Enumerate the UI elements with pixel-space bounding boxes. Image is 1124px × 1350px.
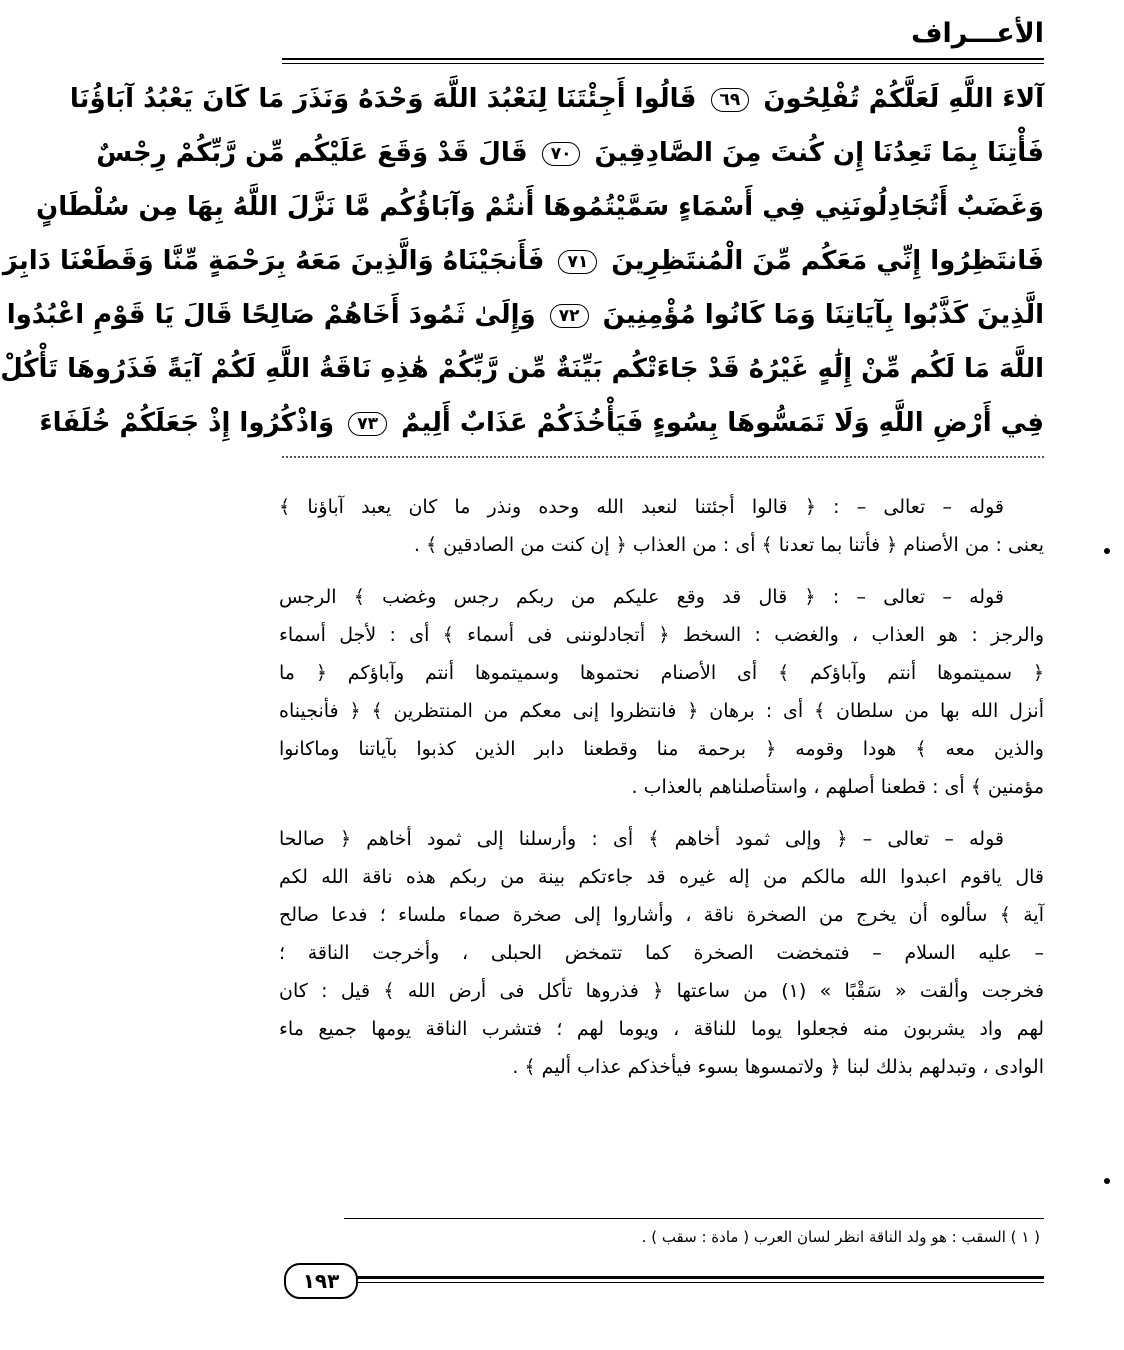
- ayah-number-marker: ٧٢: [550, 304, 589, 328]
- quran-segment: آلاءَ اللَّهِ لَعَلَّكُمْ تُفْلِحُونَ: [763, 84, 1044, 114]
- commentary-line: الوادى ، وتبدلهم بذلك لبنا ﴿ ولاتمسوها بسوء فيأخذكم عذاب أليم ﴾ .: [512, 1056, 1044, 1078]
- footnote-rule: [344, 1218, 1044, 1219]
- commentary-line: آية ﴾ سألوه أن يخرج من الصخرة ناقة ، وأشاروا إلى صخرة صماء ملساء ؛ فدعا صالح: [279, 904, 1044, 926]
- quran-segment: الَّذِينَ كَذَّبُوا بِآيَاتِنَا وَمَا كَانُوا مُؤْمِنِينَ: [602, 300, 1044, 330]
- commentary-line: يعنى : من الأصنام ﴿ فأتنا بما تعدنا ﴾ أى : من العذاب ﴿ إن كنت من الصادقين ﴾ .: [413, 534, 1044, 556]
- quran-segment: وَغَضَبٌ أَتُجَادِلُونَنِي فِي أَسْمَاءٍ سَمَّيْتُمُوهَا أَنتُمْ وَآبَاؤُكُم مَّا نَزَّلَ اللَّهُ بِهَا مِن سُلْطَانٍ: [36, 192, 1044, 222]
- commentary-line: والرجز : هو العذاب ، والغضب : السخط ﴿ أتجادلوننى فى أسماء ﴾ أى : لأجل أسماء: [279, 624, 1044, 646]
- commentary-line: – عليه السلام – فتمخضت الصخرة كما تتمخض الحبلى ، وأخرجت الناقة ؛: [279, 942, 1044, 964]
- quran-line: [2, 234, 1044, 288]
- quran-line: [36, 180, 1044, 234]
- quran-segment: اللَّهَ مَا لَكُم مِّنْ إِلَٰهٍ غَيْرُهُ قَدْ جَاءَتْكُم بَيِّنَةٌ مِّن رَّبِّكُمْ هَٰذِهِ نَاقَةُ اللَّهِ لَكُمْ آيَةً فَذَرُوهَا تَأْكُلْ: [0, 354, 1044, 384]
- commentary-line: لهم واد يشربون منه فجعلوا يوما للناقة ، ويوما لهم ؛ فتشرب الناقة يومها جميع ماء: [279, 1018, 1044, 1040]
- quran-segment: فَانتَظِرُوا إِنِّي مَعَكُم مِّنَ الْمُنتَظِرِينَ: [611, 246, 1044, 276]
- ayah-number-marker: ٧١: [558, 250, 597, 274]
- commentary-line: فخرجت وألقت « سَقْبًا » (١) من ساعتها ﴿ فذروها تأكل فى أرض الله ﴾ قيل : كان: [279, 980, 1044, 1002]
- quran-segment: وَإِلَىٰ ثَمُودَ أَخَاهُمْ صَالِحًا قَالَ يَا قَوْمِ اعْبُدُوا: [6, 300, 536, 330]
- commentary-line: مؤمنين ﴾ أى : قطعنا أصلهم ، واستأصلناهم بالعذاب .: [631, 776, 1044, 798]
- commentary-line: قال ياقوم اعبدوا الله مالكم من إله غيره قد جاءتكم بينة من ربكم هذه ناقة الله لكم: [279, 866, 1044, 888]
- quran-line: [6, 288, 1044, 342]
- margin-dot: [1104, 1178, 1110, 1184]
- commentary-line: أنزل الله بها من سلطان ﴾ أى : برهان ﴿ فانتظروا إنى معكم من المنتظرين ﴾ ﴿ فأنجيناه: [279, 700, 1044, 722]
- commentary-line: قوله – تعالى – : ﴿ قال قد وقع عليكم من ربكم رجس وغضب ﴾ الرجس: [279, 586, 1004, 608]
- surah-title: الأعـــراف: [911, 18, 1044, 49]
- commentary-block: [279, 488, 1044, 1100]
- commentary-paragraph: [279, 578, 1044, 806]
- quran-segment: فَأَنجَيْنَاهُ وَالَّذِينَ مَعَهُ بِرَحْمَةٍ مِّنَّا وَقَطَعْنَا دَابِرَ: [2, 246, 545, 276]
- quran-segment: فِي أَرْضِ اللَّهِ وَلَا تَمَسُّوهَا بِسُوءٍ فَيَأْخُذَكُمْ عَذَابٌ أَلِيمٌ: [401, 408, 1044, 438]
- quran-line: [96, 126, 1044, 180]
- quran-text-block: [0, 72, 1044, 450]
- commentary-line: ﴿ سميتموها أنتم وآباؤكم ﴾ أى الأصنام نحتموها وسميتموها أنتم وآباؤكم ﴿ ما: [279, 662, 1044, 684]
- commentary-line: قوله – تعالى – : ﴿ قالوا أجئتنا لنعبد الله وحده ونذر ما كان يعبد آباؤنا ﴾: [279, 496, 1004, 518]
- quran-segment: وَاذْكُرُوا إِذْ جَعَلَكُمْ خُلَفَاءَ: [39, 408, 335, 438]
- header-rule: [282, 58, 1044, 64]
- ayah-number-marker: ٧٣: [348, 412, 387, 436]
- quran-line: [39, 396, 1044, 450]
- commentary-line: قوله – تعالى – ﴿ وإلى ثمود أخاهم ﴾ أى : وأرسلنا إلى ثمود أخاهم ﴿ صالحا: [279, 828, 1004, 850]
- quran-line: [69, 72, 1044, 126]
- commentary-line: والذين معه ﴾ هودا وقومه ﴿ برحمة منا وقطعنا دابر الذين كذبوا بآياتنا وماكانوا: [279, 738, 1044, 760]
- commentary-paragraph: [279, 488, 1044, 564]
- page-number: ١٩٣: [284, 1263, 358, 1299]
- margin-dot: [1104, 548, 1110, 554]
- page-number-rule: [348, 1276, 1044, 1283]
- section-divider: [282, 456, 1044, 458]
- ayah-number-marker: ٦٩: [711, 88, 750, 112]
- quran-segment: فَأْتِنَا بِمَا تَعِدُنَا إِن كُنتَ مِنَ الصَّادِقِينَ: [594, 138, 1044, 168]
- quran-segment: قَالُوا أَجِئْتَنَا لِنَعْبُدَ اللَّهَ وَحْدَهُ وَنَذَرَ مَا كَانَ يَعْبُدُ آبَاؤُنَا: [69, 84, 697, 114]
- footnote: ( ١ ) السقب : هو ولد الناقة انظر لسان العرب ( مادة : سقب ) .: [641, 1228, 1040, 1246]
- ayah-number-marker: ٧٠: [542, 142, 581, 166]
- quran-segment: قَالَ قَدْ وَقَعَ عَلَيْكُم مِّن رَّبِّكُمْ رِجْسٌ: [96, 138, 528, 168]
- commentary-paragraph: [279, 820, 1044, 1086]
- quran-line: [0, 342, 1044, 396]
